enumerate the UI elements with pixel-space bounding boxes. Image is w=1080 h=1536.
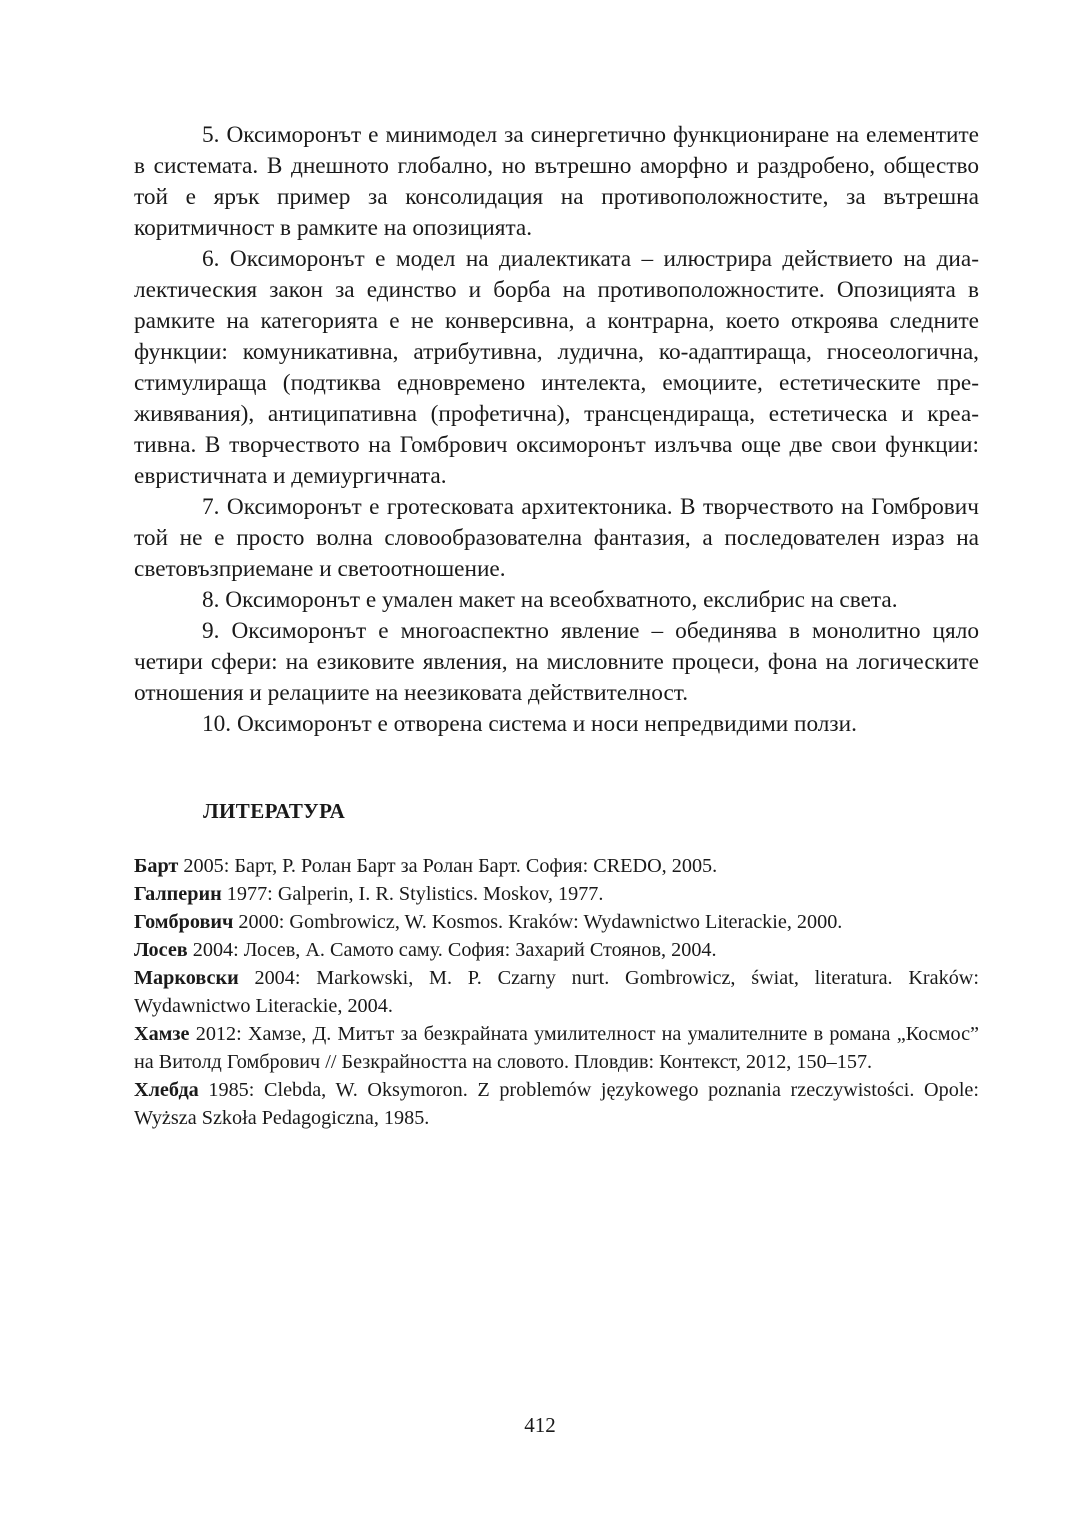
page-number: 412: [524, 1413, 556, 1437]
paragraph-8: 8. Оксиморонът е умален макет на всеобхватното, екслибрис на света.: [202, 587, 898, 613]
paragraph-5: 5. Оксиморонът е минимодел за синергетично функциониране на елементите в системата. В днешното глобално, но вътрешно аморфно и раздробено, общество той е ярък пример за консолидация на противоположностите, за вътрешна коритмичност в рамките на опозицията.: [134, 122, 979, 241]
reference-item: [134, 1076, 979, 1132]
body-text: [134, 120, 979, 740]
reference-item: [134, 964, 979, 1020]
paragraph-10: 10. Оксиморонът е отворена система и носи непредвидими ползи.: [202, 711, 857, 737]
paragraph-9: 9. Оксиморонът е многоаспектно явление – обединява в монолитно цяло четири сфери: на езиковите явления, на мисловните процеси, фона на логическите отношения и релациите на неезиковата действителност.: [134, 618, 979, 706]
reference-author: Барт: [134, 855, 179, 877]
reference-item: [134, 908, 979, 936]
reference-author: Хлебда: [134, 1079, 199, 1101]
reference-item: [134, 852, 979, 880]
reference-text: 2005: Барт, Р. Ролан Барт за Ролан Барт. София: CREDO, 2005.: [178, 855, 718, 877]
reference-text: 1985: Clebda, W. Oksymoron. Z problemów językowego poznania rzeczywistości. Opole: Wyższa Szkoła Pedagogiczna, 1985.: [134, 1079, 979, 1129]
reference-author: Хамзе: [134, 1023, 190, 1045]
reference-text: 1977: Galperin, I. R. Stylistics. Moskov, 1977.: [221, 883, 604, 905]
reference-item: [134, 880, 979, 908]
reference-author: Марковски: [134, 967, 239, 989]
reference-text: 2004: Markowski, M. P. Czarny nurt. Gombrowicz, świat, literatura. Kraków: Wydawnictwo Literackie, 2004.: [134, 967, 979, 1017]
reference-text: 2004: Лосев, А. Самото саму. София: Захарий Стоянов, 2004.: [187, 939, 717, 961]
reference-author: Гомбрович: [134, 911, 234, 933]
reference-text: 2012: Хамзе, Д. Митът за безкрайната умилителност на умалителните в романа „Космос” на Витолд Гомбрович // Безкрайността на словото. Пловдив: Контекст, 2012, 150–157.: [134, 1023, 979, 1073]
reference-item: [134, 1020, 979, 1076]
reference-author: Галперин: [134, 883, 222, 905]
reference-list: [134, 852, 979, 1132]
reference-author: Лосев: [134, 939, 188, 961]
literature-heading: ЛИТЕРАТУРА: [203, 799, 346, 823]
reference-text: 2000: Gombrowicz, W. Kosmos. Kraków: Wydawnictwo Literackie, 2000.: [233, 911, 843, 933]
paragraph-7: 7. Оксиморонът е гротесковата архитектоника. В творчеството на Гомбрович той не е просто волна словообразователна фантазия, а последователен израз на световъзприемане и светоотношение.: [134, 494, 979, 582]
reference-item: [134, 936, 979, 964]
paragraph-6: 6. Оксиморонът е модел на диалектиката – илюстрира действието на диалектическия закон за единство и борба на противоположностите. Опозицията в рамките на категорията е не конверсивна, а контрарна, което откроява следните функции: комуникативна, атрибутивна, лудична, ко-адаптираща, гносеологична, стимулираща (подтиква едновремено интелекта, емоциите, естетическите преживявания), антиципативна (профетична), трансцендираща, естетическа и креативна. В творчеството на Гомбрович оксиморонът излъчва още две свои функции: евристичната и демиургичната.: [134, 246, 979, 489]
